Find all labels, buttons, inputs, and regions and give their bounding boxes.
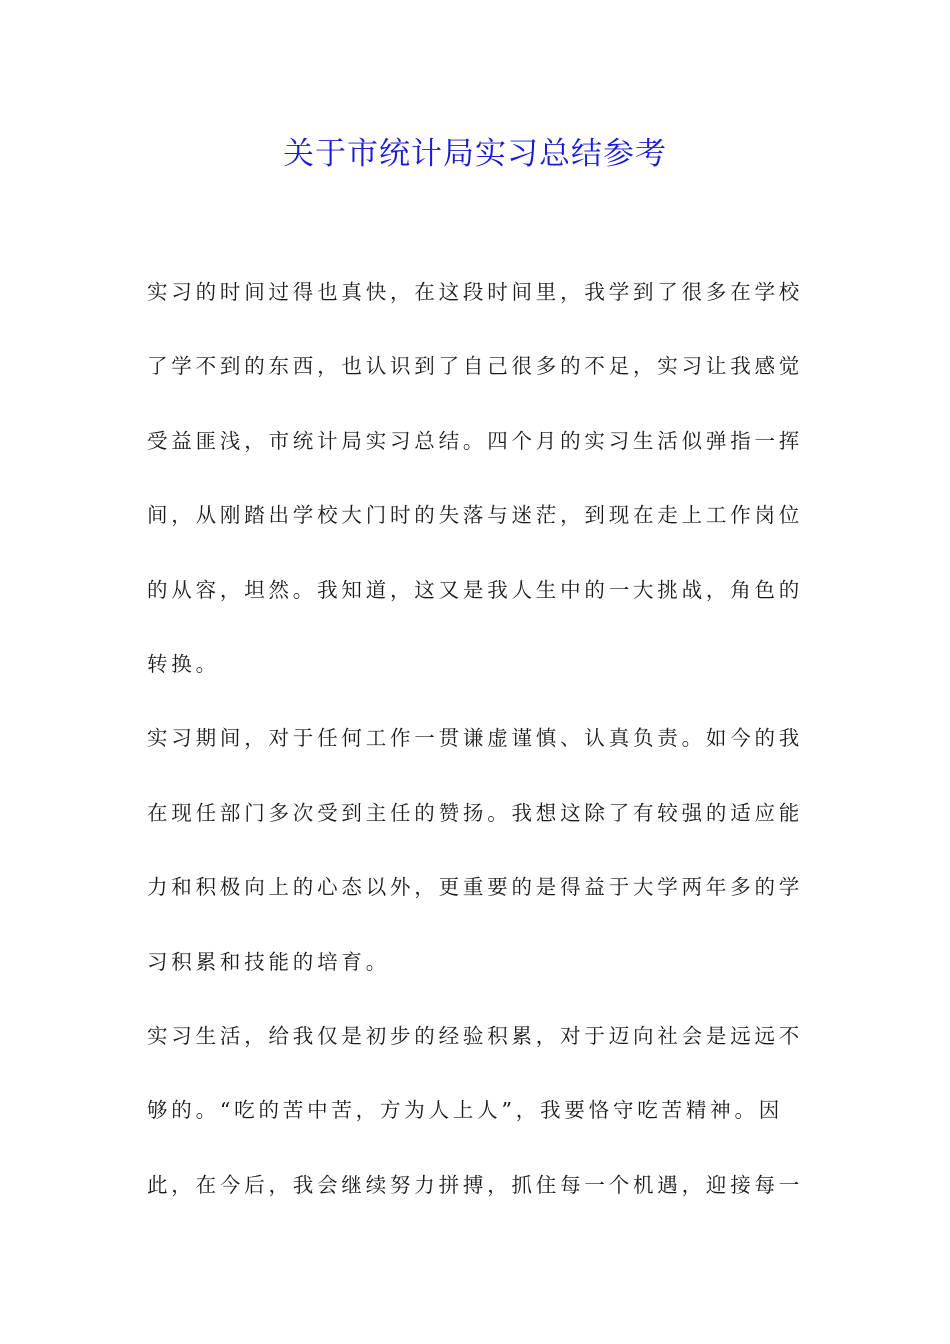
body-line: 的从容，坦然。我知道，这又是我人生中的一大挑战，角色的: [147, 577, 804, 602]
body-line: 此，在今后，我会继续努力拼搏，抓住每一个机遇，迎接每一: [147, 1172, 804, 1197]
document-body: [147, 255, 807, 1222]
body-line: 力和积极向上的心态以外，更重要的是得益于大学两年多的学: [147, 875, 804, 900]
document-title: 关于市统计局实习总结参考: [283, 136, 667, 172]
body-line: 实习的时间过得也真快，在这段时间里，我学到了很多在学校: [147, 280, 804, 304]
body-line: 够的。“吃的苦中苦，方为人上人”，我要恪守吃苦精神。因: [147, 1098, 784, 1123]
body-line: 了学不到的东西，也认识到了自己很多的不足，实习让我感觉: [147, 354, 804, 379]
body-line: 受益匪浅，市统计局实习总结。四个月的实习生活似弹指一挥: [147, 428, 804, 453]
body-line: 实习期间，对于任何工作一贯谦虚谨慎、认真负责。如今的我: [147, 726, 804, 751]
body-line: 习积累和技能的培育。: [147, 949, 390, 974]
body-line: 实习生活，给我仅是初步的经验积累，对于迈向社会是远远不: [147, 1023, 804, 1048]
body-line: 转换。: [147, 651, 220, 676]
body-line: 在现任部门多次受到主任的赞扬。我想这除了有较强的适应能: [147, 800, 804, 825]
body-line: 间，从刚踏出学校大门时的失落与迷茫，到现在走上工作岗位: [147, 503, 804, 528]
